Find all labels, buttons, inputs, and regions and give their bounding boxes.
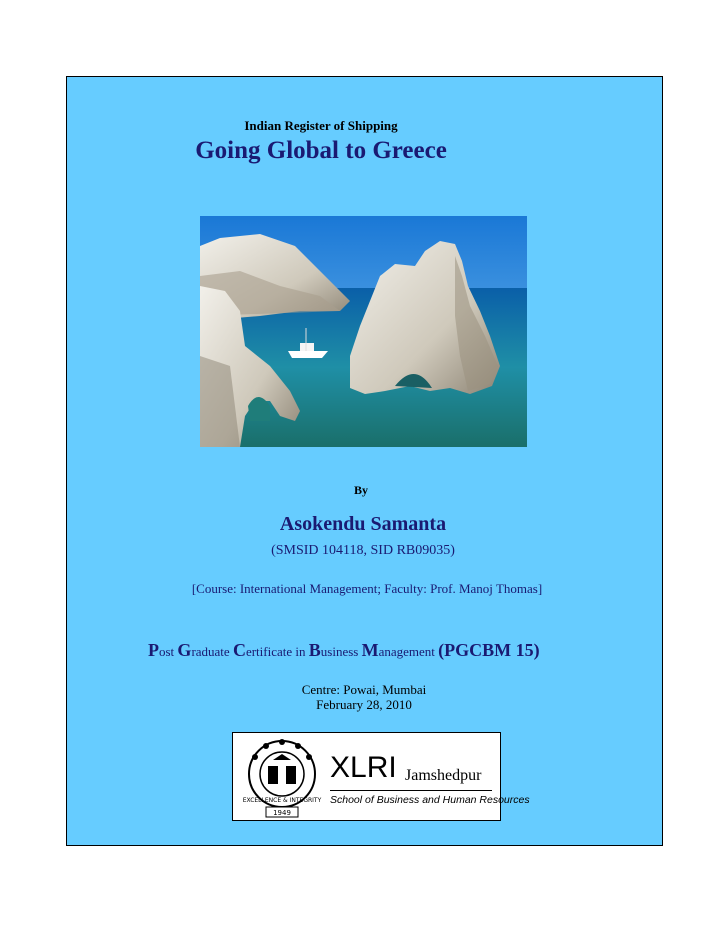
logo-city: Jamshedpur [405,767,482,784]
logo-divider [330,790,492,791]
program-word: Management [361,640,435,660]
submission-date: February 28, 2010 [316,697,412,712]
student-ids: (SMSID 104118, SID RB09035) [271,543,455,558]
program-word: Certificate in [232,640,306,660]
program-word: Post [148,640,175,660]
xlri-logo [232,732,530,821]
program-word: Business [308,640,359,660]
svg-text:EXCELLENCE & INTEGRITY: EXCELLENCE & INTEGRITY [242,797,322,804]
xlri-seal-icon [238,736,326,820]
cover-page [66,76,663,846]
by-label: By [353,483,368,497]
document-title: Going Global to Greece [195,137,447,164]
organization-name: Indian Register of Shipping [244,118,398,133]
cover-photo [200,216,527,447]
svg-text:1949: 1949 [273,809,291,817]
centre-location: Centre: Powai, Mumbai [301,682,427,697]
program-word: Graduate [177,640,230,660]
program-code: (PGCBM 15) [438,640,540,660]
logo-name: XLRI [330,751,397,784]
logo-school: School of Business and Human Resources [330,794,530,806]
program-name [148,640,540,661]
author-name: Asokendu Samanta [279,513,447,535]
course-line: [Course: International Management; Faculty: Prof. Manoj Thomas] [191,581,543,596]
